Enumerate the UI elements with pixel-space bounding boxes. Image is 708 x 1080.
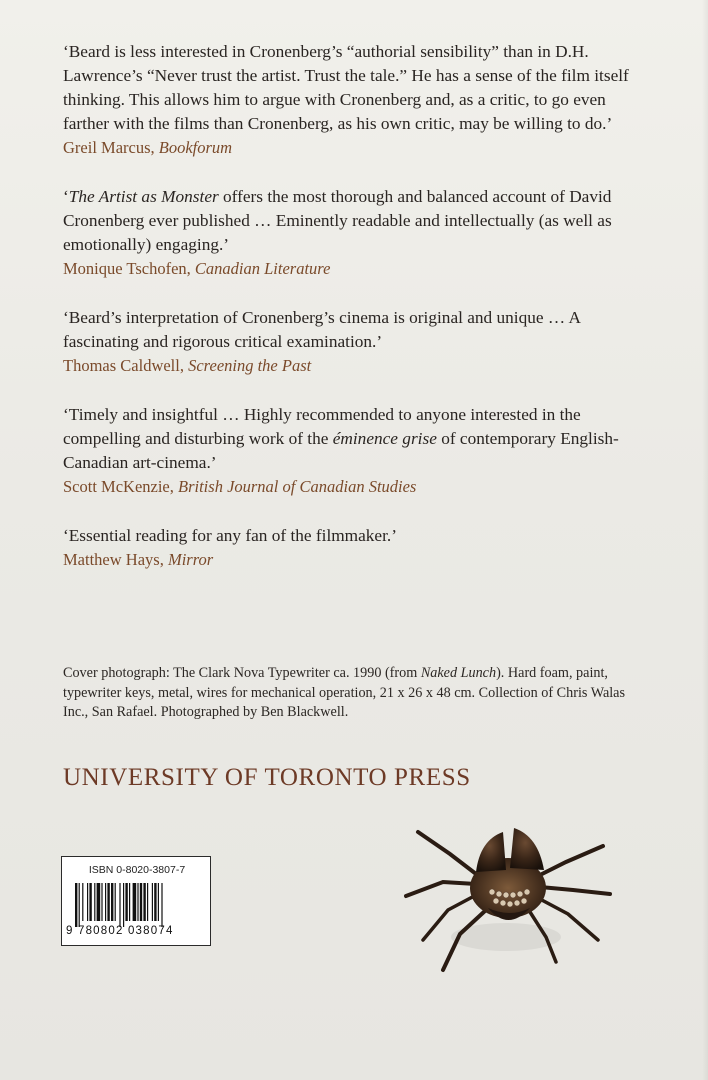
quote-attribution <box>63 354 648 378</box>
barcode-bar <box>133 883 137 921</box>
reviewer-name: Thomas Caldwell, <box>63 356 184 375</box>
barcode-bars-icon <box>75 883 199 927</box>
barcode-bar <box>158 883 159 921</box>
reviewer-name: Monique Tschofen, <box>63 259 191 278</box>
quote-text-part: éminence grise <box>332 429 437 448</box>
barcode-bar <box>161 883 162 927</box>
barcode-bar <box>82 883 83 921</box>
quote-text <box>63 403 648 475</box>
review-quote <box>63 185 648 281</box>
barcode-bar <box>152 883 153 921</box>
quote-text <box>63 40 648 136</box>
credit-film-title: Naked Lunch <box>420 665 497 681</box>
quote-text-part: ‘Beard is less interested in Cronenberg’s “authorial sensibility” than in D.H. Lawrence’s “Never trust the artist. Trust the tale.” He has a sense of the film itself thinking. This allows him to argue with Cronenberg and, as a critic, to go even farther with the films than Cronenberg, as his own critic, may be willing to do.’ <box>63 42 629 133</box>
barcode-bar <box>123 883 124 927</box>
credit-text-before: Cover photograph: The Clark Nova Typewriter ca. 1990 (from <box>63 665 421 681</box>
isbn-barcode <box>61 856 211 946</box>
review-quote <box>63 306 648 378</box>
barcode-bar <box>94 883 95 921</box>
quote-attribution <box>63 548 648 572</box>
barcode-bar <box>119 883 120 927</box>
isbn-label: ISBN 0-8020-3807-7 <box>88 864 186 876</box>
barcode-bar <box>137 883 138 921</box>
publication-name: Screening the Past <box>188 356 312 375</box>
barcode-bar <box>140 883 142 921</box>
barcode-bar <box>143 883 145 921</box>
quote-text-part: of contemporary English-Canadian art-cinema.’ <box>63 429 619 472</box>
quote-text-part: The Artist as Monster <box>68 187 219 206</box>
quote-attribution <box>63 257 648 281</box>
barcode-bar <box>101 883 102 921</box>
barcode-bar <box>154 883 156 921</box>
quote-attribution <box>63 136 648 160</box>
credit-text-after: ). Hard foam, paint, typewriter keys, metal, wires for mechanical operation, 21 x 26 x 48 cm. Collection of Chris Walas Inc., San Rafael. Photographed by Ben Blackwell. <box>63 665 626 720</box>
barcode-bar <box>107 883 109 921</box>
barcode-bar <box>79 883 80 927</box>
barcode-bar <box>97 883 101 921</box>
clark-nova-typewriter-bug-icon <box>388 822 618 982</box>
review-quote <box>63 403 648 499</box>
review-quote <box>63 40 648 160</box>
publication-name: British Journal of Canadian Studies <box>178 477 417 496</box>
reviewer-name: Greil Marcus, <box>63 138 155 157</box>
barcode-bar <box>87 883 88 921</box>
quote-text-part: offers the most thorough and balanced account of David Cronenberg ever published … Eminently readable and intellectually (as well as emotionally) engaging.’ <box>63 187 612 254</box>
reviewer-name: Matthew Hays, <box>63 550 164 569</box>
publication-name: Bookforum <box>158 138 233 157</box>
barcode-bar <box>115 883 116 921</box>
page-edge-shade <box>702 0 708 1080</box>
quote-text <box>63 524 648 548</box>
barcode-bar <box>147 883 148 921</box>
cover-photo-credit <box>63 664 648 723</box>
publisher-name: UNIVERSITY OF TORONTO PRESS <box>63 764 471 791</box>
barcode-bar <box>125 883 127 921</box>
barcode-bar <box>105 883 106 921</box>
quote-text <box>63 306 648 354</box>
barcode-bar <box>111 883 113 921</box>
barcode-digits: 9 780802 038074 <box>66 925 174 937</box>
review-quotes <box>63 40 648 597</box>
reviewer-name: Scott McKenzie, <box>63 477 174 496</box>
quote-text-part: ‘Timely and insightful … Highly recommended to anyone interested in the compelling and disturbing work of the <box>63 405 581 448</box>
quote-text-part: ‘Beard’s interpretation of Cronenberg’s cinema is original and unique … A fascinating and rigorous critical examination.’ <box>63 308 581 351</box>
quote-attribution <box>63 475 648 499</box>
barcode-bar <box>75 883 77 927</box>
quote-text-part: ‘ <box>63 187 69 206</box>
publication-name: Mirror <box>167 550 214 569</box>
review-quote <box>63 524 648 572</box>
barcode-bar <box>89 883 91 921</box>
quote-text <box>63 185 648 257</box>
publication-name: Canadian Literature <box>194 259 331 278</box>
barcode-bar <box>129 883 130 921</box>
quote-text-part: ‘Essential reading for any fan of the filmmaker.’ <box>63 526 397 545</box>
